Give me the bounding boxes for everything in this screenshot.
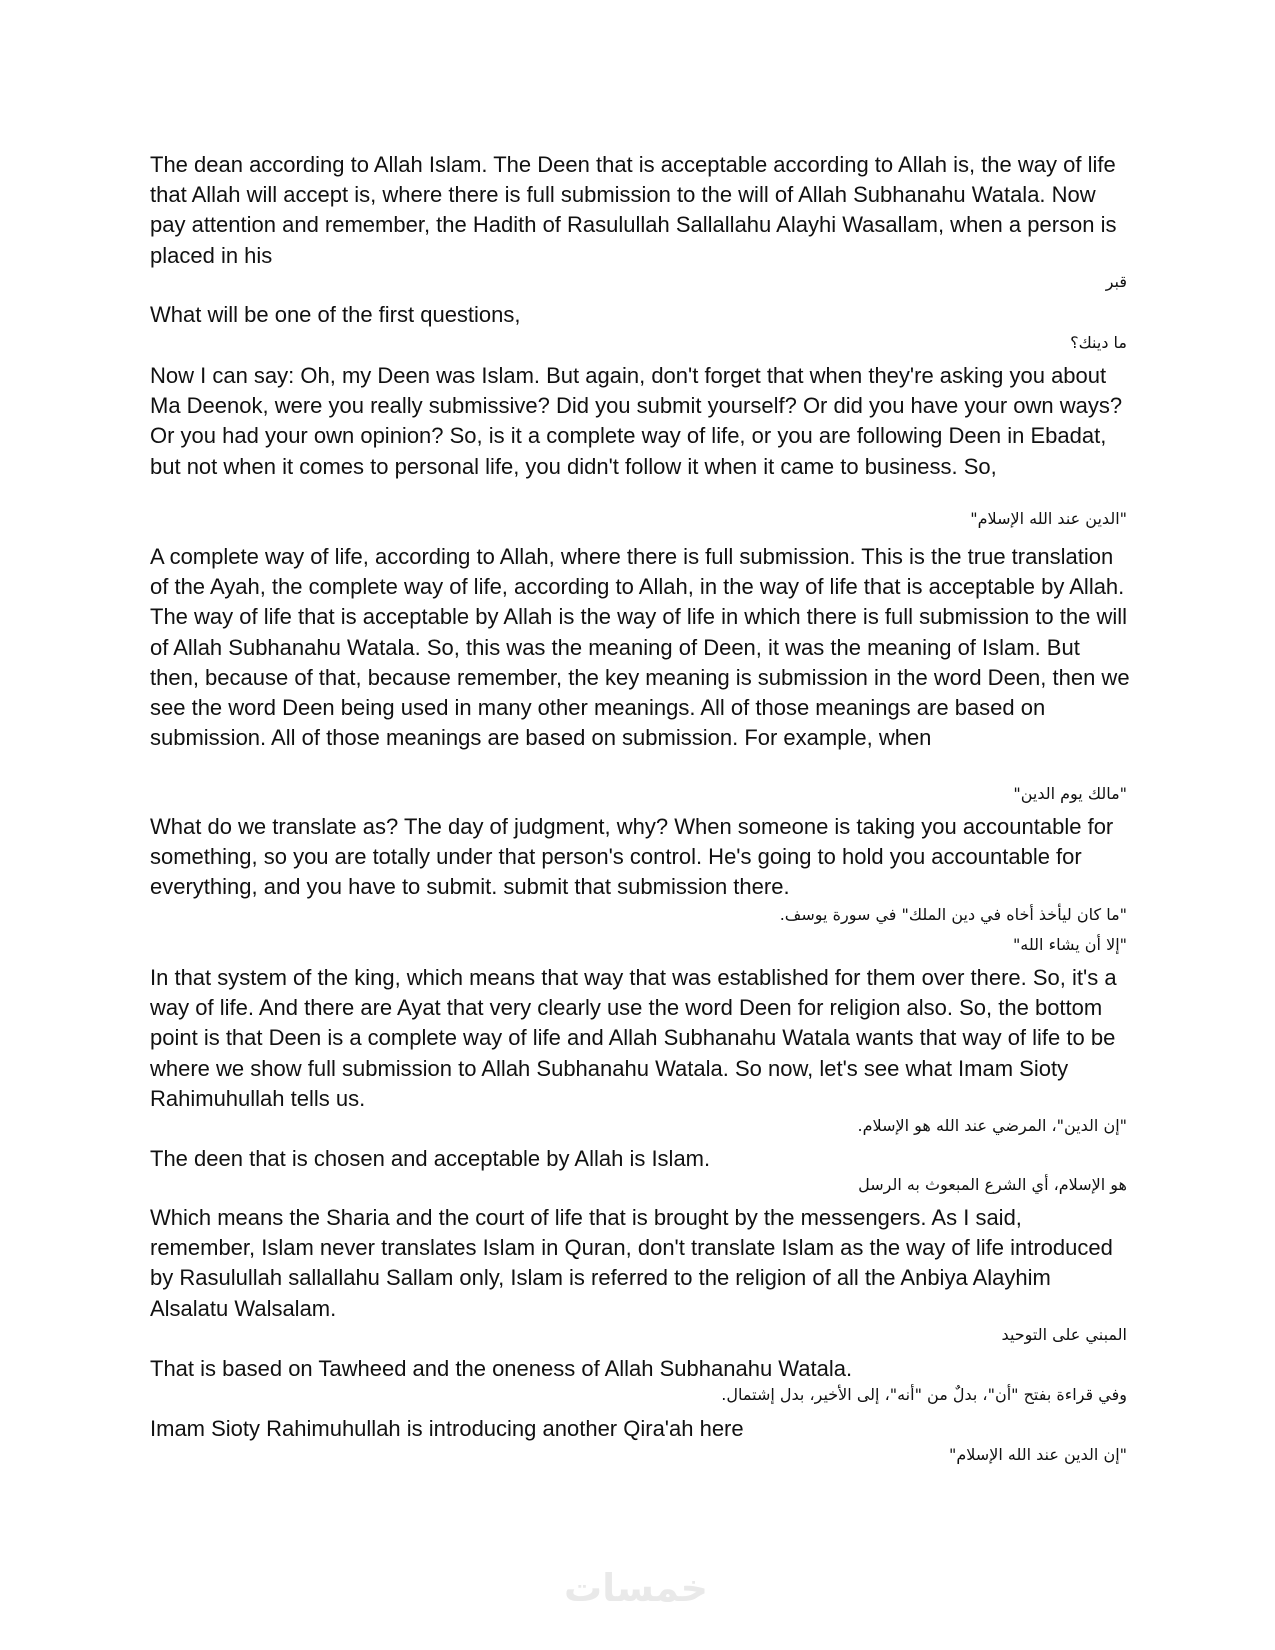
arabic-line-surah-yusuf: "ما كان ليأخذ أخاه في دين الملك" في سورة يوسف. bbox=[779, 905, 1127, 924]
paragraph-complete-way-of-life: A complete way of life, according to Allah, where there is full submission. This is the true translation of the Ayah, the complete way of life, according to Allah, in the way of life that is acceptable by Allah. The way of life that is acceptable by Allah is the way of life in which there is full submission to the will of Allah Subhanahu Watala. So, this was the meaning of Deen, it was the meaning of Islam. But then, because of that, because remember, the key meaning is submission in the word Deen, then we see the word Deen being used in many other meanings. All of those meanings are based on submission. All of those meanings are based on submission. For example, when bbox=[150, 544, 1130, 751]
arabic-line-tawheed: المبني على التوحيد bbox=[1001, 1325, 1127, 1344]
paragraph-intro: The dean according to Allah Islam. The Deen that is acceptable according to Allah is, the way of life that Allah will accept is, where there is full submission to the will of Allah Subhanahu Watala. Now pay attention and remember, the Hadith of Rasulullah Sallallahu Alayhi Wasallam, when a person is placed in his bbox=[150, 152, 1117, 268]
arabic-line-qabr: قبر bbox=[1105, 272, 1127, 291]
arabic-line-ash-shar: هو الإسلام، أي الشرع المبعوث به الرسل bbox=[858, 1175, 1127, 1194]
paragraph-another-qiraah: Imam Sioty Rahimuhullah is introducing another Qira'ah here bbox=[150, 1416, 744, 1441]
arabic-line-qiraah: وفي قراءة بفتح "أن"، بدلٌ من "أنه"، إلى الأخير، بدل إشتمال. bbox=[721, 1385, 1127, 1404]
paragraph-system-of-king: In that system of the king, which means that way that was established for them over there. So, it's a way of life. And there are Ayat that very clearly use the word Deen for religion also. So, the bottom point is that Deen is a complete way of life and Allah Subhanahu Watala wants that way of life to be where we show full submission to Allah Subhanahu Watala. So now, let's see what Imam Sioty Rahimuhullah tells us. bbox=[150, 965, 1117, 1111]
paragraph-day-of-judgment: What do we translate as? The day of judgment, why? When someone is taking you accountable for something, so you are totally under that person's control. He's going to hold you accountable for everything, and you have to submit. submit that submission there. bbox=[150, 814, 1114, 900]
paragraph-ma-deenok: Now I can say: Oh, my Deen was Islam. But again, don't forget that when they're asking you about Ma Deenok, were you really submissive? Did you submit yourself? Or did you have your own ways? Or you had your own opinion? So, is it a complete way of life, or you are following Deen in Ebadat, but not when it comes to personal life, you didn't follow it when it came to business. So, bbox=[150, 363, 1123, 479]
paragraph-first-questions: What will be one of the first questions, bbox=[150, 302, 521, 327]
arabic-line-ma-deenuk: ما دينك؟ bbox=[1070, 333, 1127, 352]
watermark-logo: خمسات bbox=[564, 1566, 708, 1610]
arabic-line-maliki-yawm-ad-deen: "مالك يوم الدين" bbox=[1013, 784, 1127, 803]
arabic-line-inna-ad-deen: "إن الدين عند الله الإسلام" bbox=[948, 1445, 1127, 1464]
paragraph-tawheed: That is based on Tawheed and the oneness of Allah Subhanahu Watala. bbox=[150, 1356, 853, 1381]
arabic-line-ad-deen-indallah: "الدين عند الله الإسلام" bbox=[970, 509, 1127, 528]
paragraph-deen-chosen: The deen that is chosen and acceptable by Allah is Islam. bbox=[150, 1146, 711, 1171]
paragraph-sharia: Which means the Sharia and the court of life that is brought by the messengers. As I said, remember, Islam never translates Islam in Quran, don't translate Islam as the way of life introduced by Rasulullah sallallahu Sallam only, Islam is referred to the religion of all the Anbiya Alayhim Alsalatu Walsalam. bbox=[150, 1205, 1113, 1321]
arabic-line-al-mardi: "إن الدين"، المرضي عند الله هو الإسلام. bbox=[857, 1116, 1127, 1135]
arabic-line-illa-an-yashaa: "إلا أن يشاء الله" bbox=[1012, 935, 1127, 954]
